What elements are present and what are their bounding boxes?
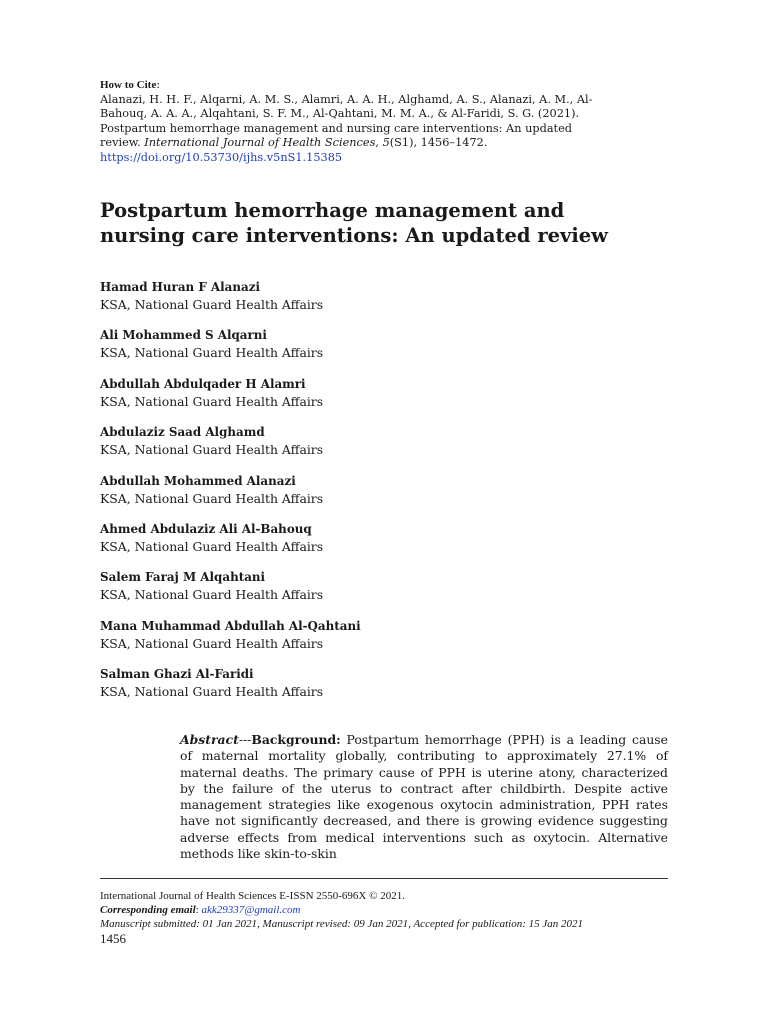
- author-affiliation: KSA, National Guard Health Affairs: [100, 538, 324, 554]
- author-entry: [100, 327, 660, 375]
- author-name: Mana Muhammad Abdullah Al-Qahtani: [100, 618, 361, 633]
- abstract-paragraph: [180, 732, 668, 862]
- background-label: Background:: [251, 732, 341, 747]
- author-affiliation: KSA, National Guard Health Affairs: [100, 684, 324, 700]
- author-entry: [100, 521, 660, 569]
- author-entry: [100, 618, 660, 666]
- author-list: [100, 279, 660, 715]
- citation-line-1: Alanazi, H. H. F., Alqarni, A. M. S., Alamri, A. A. H., Alghamd, A. S., Alanazi, A. M., Al-: [100, 92, 593, 106]
- author-affiliation: KSA, National Guard Health Affairs: [100, 393, 324, 409]
- author-name: Salman Ghazi Al-Faridi: [100, 667, 254, 682]
- manuscript-dates: Manuscript submitted: 01 Jan 2021, Manuscript revised: 09 Jan 2021, Accepted for publication: 15 Jan 2021: [100, 917, 584, 930]
- author-entry: [100, 666, 660, 714]
- how-to-cite-block: [100, 78, 645, 166]
- author-name: Abdullah Mohammed Alanazi: [100, 473, 296, 488]
- author-entry: [100, 424, 660, 472]
- footer-journal-line: International Journal of Health Sciences E-ISSN 2550-696X © 2021.: [100, 890, 405, 902]
- author-name: Hamad Huran F Alanazi: [100, 280, 260, 294]
- page-footer: [100, 890, 668, 946]
- citation-comma: ,: [375, 136, 383, 150]
- author-affiliation: KSA, National Guard Health Affairs: [100, 587, 324, 603]
- how-to-cite-label: How to Cite: [100, 79, 157, 91]
- citation-line-2: Bahouq, A. A. A., Alqahtani, S. F. M., Al-Qahtani, M. M. A., & Al-Faridi, S. G. (2021).: [100, 107, 580, 121]
- author-entry: [100, 279, 660, 327]
- author-affiliation: KSA, National Guard Health Affairs: [100, 635, 324, 651]
- citation-line-3: Postpartum hemorrhage management and nursing care interventions: An updated: [100, 121, 573, 135]
- citation-journal: International Journal of Health Sciences: [144, 136, 376, 150]
- citation-volume: 5: [382, 136, 390, 150]
- doi-link[interactable]: https://doi.org/10.53730/ijhs.v5nS1.15385: [100, 150, 343, 164]
- author-name: Abdullah Abdulqader H Alamri: [100, 376, 306, 391]
- author-name: Salem Faraj M Alqahtani: [100, 570, 266, 585]
- author-affiliation: KSA, National Guard Health Affairs: [100, 345, 324, 361]
- author-entry: [100, 376, 660, 424]
- citation-line-4: [100, 136, 645, 151]
- page-number: 1456: [100, 931, 126, 947]
- corresponding-email-link[interactable]: akk29337@gmail.com: [201, 903, 301, 916]
- title-line-2: nursing care interventions: An updated review: [100, 224, 608, 247]
- author-affiliation: KSA, National Guard Health Affairs: [100, 297, 324, 312]
- how-to-cite-heading: [100, 78, 645, 93]
- corresponding-email-label: Corresponding email: [100, 903, 196, 916]
- abstract-dashes: ---: [238, 732, 252, 747]
- author-entry: [100, 473, 660, 521]
- title-line-1: Postpartum hemorrhage management and: [100, 199, 565, 222]
- abstract-label: Abstract: [180, 732, 239, 747]
- citation-issue-pages: (S1), 1456–1472.: [389, 136, 488, 150]
- email-colon: :: [195, 903, 202, 916]
- author-affiliation: KSA, National Guard Health Affairs: [100, 442, 324, 458]
- footer-divider: [100, 878, 668, 879]
- citation-review-word: review.: [100, 136, 145, 150]
- author-name: Ali Mohammed S Alqarni: [100, 328, 267, 343]
- how-to-cite-colon: :: [156, 78, 161, 91]
- paper-title: [100, 198, 680, 248]
- author-affiliation: KSA, National Guard Health Affairs: [100, 490, 324, 506]
- author-name: Ahmed Abdulaziz Ali Al-Bahouq: [100, 521, 312, 536]
- author-name: Abdulaziz Saad Alghamd: [100, 425, 265, 440]
- author-entry: [100, 569, 660, 617]
- footer-email-line: [100, 904, 668, 918]
- abstract-text: Postpartum hemorrhage (PPH) is a leading cause of maternal mortality globally, contributing to approximately 27.1% of maternal deaths. The primary cause of PPH is uterine atony, characterized by the failure of the uterus to contract after childbirth. Despite active management strategies like exogenous oxytocin administration, PPH rates have not significantly decreased, and there is growing evidence suggesting adverse effects from medical interventions such as oxytocin. Alternative methods like skin-to-skin: [180, 732, 668, 862]
